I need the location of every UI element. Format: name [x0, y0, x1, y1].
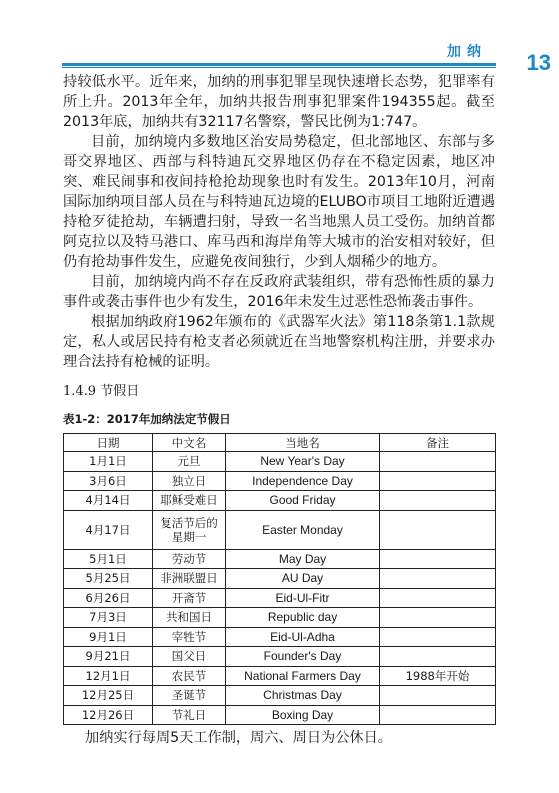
cell-remarks [380, 705, 496, 725]
table-header-row [64, 434, 496, 452]
table-row [64, 471, 496, 491]
cell-remarks [380, 510, 496, 549]
cell-remarks [380, 647, 496, 667]
page-number: 13 [526, 50, 551, 75]
cell-date: 9月1日 [64, 627, 153, 647]
cell-chinese-name: 宰牲节 [153, 627, 226, 647]
header-date: 日期 [64, 434, 153, 452]
cell-chinese-name: 开斋节 [153, 588, 226, 608]
subsection-number: 1.4.9 [63, 384, 97, 399]
table-row [64, 452, 496, 472]
cell-local-name: Republic day [226, 608, 380, 628]
cell-local-name: AU Day [226, 569, 380, 589]
cell-local-name: Easter Monday [226, 510, 380, 549]
cell-local-name: National Farmers Day [226, 666, 380, 686]
header-local-name: 当地名 [226, 434, 380, 452]
cell-date: 6月26日 [64, 588, 153, 608]
cell-chinese-name: 耶稣受难日 [153, 491, 226, 511]
cell-remarks [380, 588, 496, 608]
table-row [64, 627, 496, 647]
cell-chinese-name: 国父日 [153, 647, 226, 667]
cell-remarks [380, 549, 496, 569]
cell-remarks: 1988年开始 [380, 666, 496, 686]
cell-remarks [380, 569, 496, 589]
header-chinese-name: 中文名 [153, 434, 226, 452]
cell-date: 4月17日 [64, 510, 153, 549]
header-rule-thin [62, 67, 496, 68]
cell-local-name: Boxing Day [226, 705, 380, 725]
table-row [64, 608, 496, 628]
table-caption: 表1-2：2017年加纳法定节假日 [63, 412, 231, 426]
cell-remarks [380, 491, 496, 511]
cell-date: 1月1日 [64, 452, 153, 472]
paragraph-firearms-law: 根据加纳政府1962年颁布的《武器军火法》第118条第1.1款规定，私人或居民持有枪支者必须就近在当地警察机构注册，并要求办理合法持有枪械的证明。 [63, 314, 495, 370]
cell-remarks [380, 452, 496, 472]
subsection-heading [63, 382, 495, 402]
table-row [64, 666, 496, 686]
table-row [64, 588, 496, 608]
paragraph-terrorism: 目前，加纳境内尚不存在反政府武装组织，带有恐怖性质的暴力事件或袭击事件也少有发生，2016年未发生过恶性恐怖袭击事件。 [63, 274, 495, 310]
cell-chinese-name: 共和国日 [153, 608, 226, 628]
table-row [64, 647, 496, 667]
cell-date: 3月6日 [64, 471, 153, 491]
workweek-note: 加纳实行每周5天工作制，周六、周日为公休日。 [85, 730, 392, 746]
cell-chinese-name: 元旦 [153, 452, 226, 472]
cell-local-name: Christmas Day [226, 686, 380, 706]
cell-remarks [380, 608, 496, 628]
table-row [64, 569, 496, 589]
cell-local-name: Independence Day [226, 471, 380, 491]
cell-local-name: New Year's Day [226, 452, 380, 472]
cell-date: 12月26日 [64, 705, 153, 725]
cell-date: 9月21日 [64, 647, 153, 667]
cell-chinese-name: 节礼日 [153, 705, 226, 725]
cell-local-name: Eid-Ul-Fitr [226, 588, 380, 608]
cell-date: 7月3日 [64, 608, 153, 628]
cell-remarks [380, 627, 496, 647]
table-row [64, 549, 496, 569]
cell-date: 12月25日 [64, 686, 153, 706]
cell-local-name: Eid-Ul-Adha [226, 627, 380, 647]
running-header-section: 加纳 [447, 44, 487, 60]
cell-date: 5月1日 [64, 549, 153, 569]
cell-chinese-name: 非洲联盟日 [153, 569, 226, 589]
cell-date: 12月1日 [64, 666, 153, 686]
header-rule [62, 63, 496, 66]
page-content [63, 72, 495, 748]
cell-chinese-name: 农民节 [153, 666, 226, 686]
paragraph-regional-security: 目前，加纳境内多数地区治安局势稳定，但北部地区、东部与多哥交界地区、西部与科特迪瓦交界地区仍存在不稳定因素，地区冲突、难民闹事和夜间持枪抢劫现象也时有发生。2013年10月，河南国际加纳项目部人员在与科特迪瓦边境的ELUBO市项目工地附近遭遇持枪歹徒抢劫，车辆遭扫射，导致一名当地黑人员工受伤。加纳首都阿克拉以及特马港口、库马西和海岸角等大城市的治安相对较好，但仍有抢劫事件发生，应避免夜间独行，少到人烟稀少的地方。 [63, 134, 495, 270]
table-row [64, 510, 496, 549]
cell-date: 5月25日 [64, 569, 153, 589]
cell-date: 4月14日 [64, 491, 153, 511]
cell-chinese-name: 独立日 [153, 471, 226, 491]
cell-chinese-name: 劳动节 [153, 549, 226, 569]
header-remarks: 备注 [380, 434, 496, 452]
holiday-table [63, 433, 496, 725]
cell-local-name: Good Friday [226, 491, 380, 511]
table-row [64, 705, 496, 725]
cell-local-name: May Day [226, 549, 380, 569]
paragraph-crime-rate: 持较低水平。近年来，加纳的刑事犯罪呈现快速增长态势，犯罪率有所上升。2013年全年，加纳共报告刑事犯罪案件194355起。截至2013年底，加纳共有32117名警察，警民比例为1:747。 [63, 74, 495, 130]
cell-chinese-name: 复活节后的星期一 [153, 510, 226, 549]
cell-local-name: Founder's Day [226, 647, 380, 667]
cell-remarks [380, 471, 496, 491]
cell-chinese-name: 圣诞节 [153, 686, 226, 706]
subsection-title: 节假日 [100, 384, 140, 399]
table-row [64, 491, 496, 511]
cell-remarks [380, 686, 496, 706]
table-row [64, 686, 496, 706]
